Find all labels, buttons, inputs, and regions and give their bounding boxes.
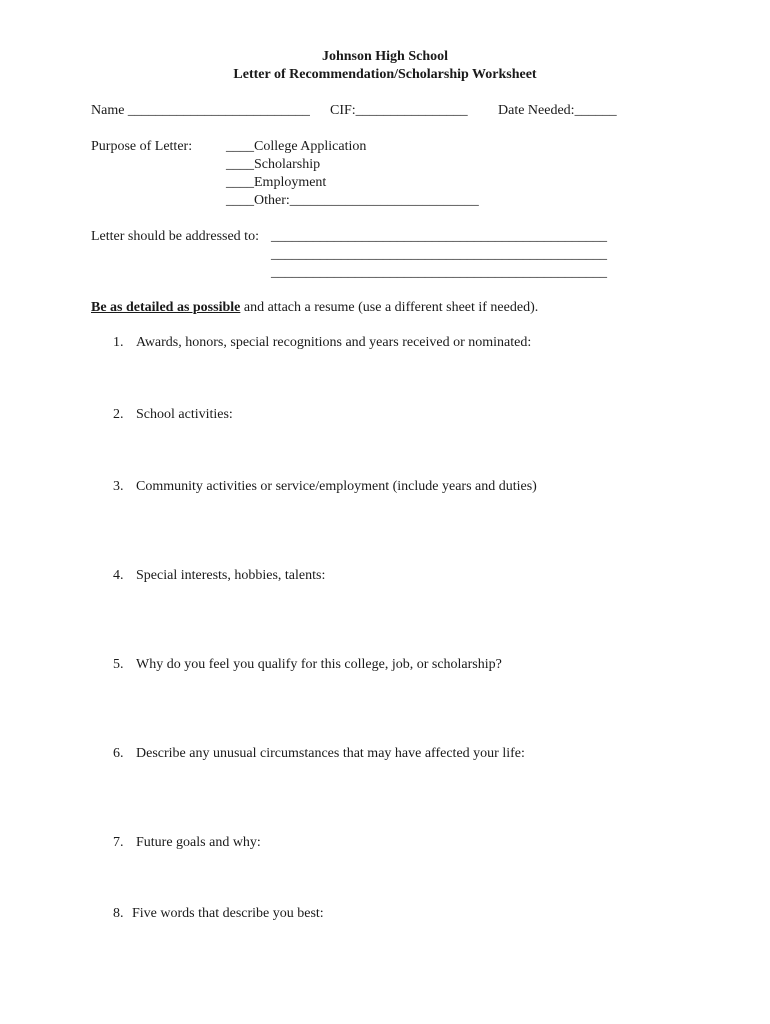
question-7-number: 7. bbox=[113, 835, 124, 850]
question-5-text: Why do you feel you qualify for this college, job, or scholarship? bbox=[136, 657, 502, 672]
address-line-1[interactable]: ________________________________________________ bbox=[271, 229, 607, 244]
question-6-number: 6. bbox=[113, 746, 124, 761]
question-2-number: 2. bbox=[113, 407, 124, 422]
date-needed-field[interactable]: Date Needed:______ bbox=[498, 103, 617, 118]
address-line-2[interactable]: ________________________________________________ bbox=[271, 247, 607, 262]
question-3-number: 3. bbox=[113, 479, 124, 494]
question-3-text: Community activities or service/employment (include years and duties) bbox=[136, 479, 537, 494]
question-7-text: Future goals and why: bbox=[136, 835, 261, 850]
question-8-number: 8. bbox=[113, 906, 124, 921]
question-1-number: 1. bbox=[113, 335, 124, 350]
purpose-option-scholarship[interactable]: ____Scholarship bbox=[226, 157, 321, 172]
name-field[interactable]: Name __________________________ bbox=[91, 103, 310, 118]
question-4-number: 4. bbox=[113, 568, 124, 583]
address-line-3[interactable]: ________________________________________________ bbox=[271, 265, 607, 280]
purpose-option-employment[interactable]: ____Employment bbox=[226, 175, 327, 190]
instructions-rest: and attach a resume (use a different sheet if needed). bbox=[240, 300, 539, 315]
cif-field[interactable]: CIF:________________ bbox=[330, 103, 468, 118]
question-6-text: Describe any unusual circumstances that may have affected your life: bbox=[136, 746, 525, 761]
question-4-text: Special interests, hobbies, talents: bbox=[136, 568, 326, 583]
school-name: Johnson High School bbox=[321, 49, 449, 64]
purpose-option-college[interactable]: ____College Application bbox=[226, 139, 367, 154]
question-5-number: 5. bbox=[113, 657, 124, 672]
instructions bbox=[91, 299, 538, 316]
question-8-text: Five words that describe you best: bbox=[132, 906, 324, 921]
address-label: Letter should be addressed to: bbox=[91, 229, 259, 244]
instructions-emphasis: Be as detailed as possible bbox=[91, 300, 241, 315]
question-2-text: School activities: bbox=[136, 407, 233, 422]
purpose-option-other[interactable]: ____Other:___________________________ bbox=[226, 193, 479, 208]
page-title: Letter of Recommendation/Scholarship Worksheet bbox=[233, 67, 537, 82]
question-1-text: Awards, honors, special recognitions and years received or nominated: bbox=[136, 335, 532, 350]
purpose-label: Purpose of Letter: bbox=[91, 139, 193, 154]
